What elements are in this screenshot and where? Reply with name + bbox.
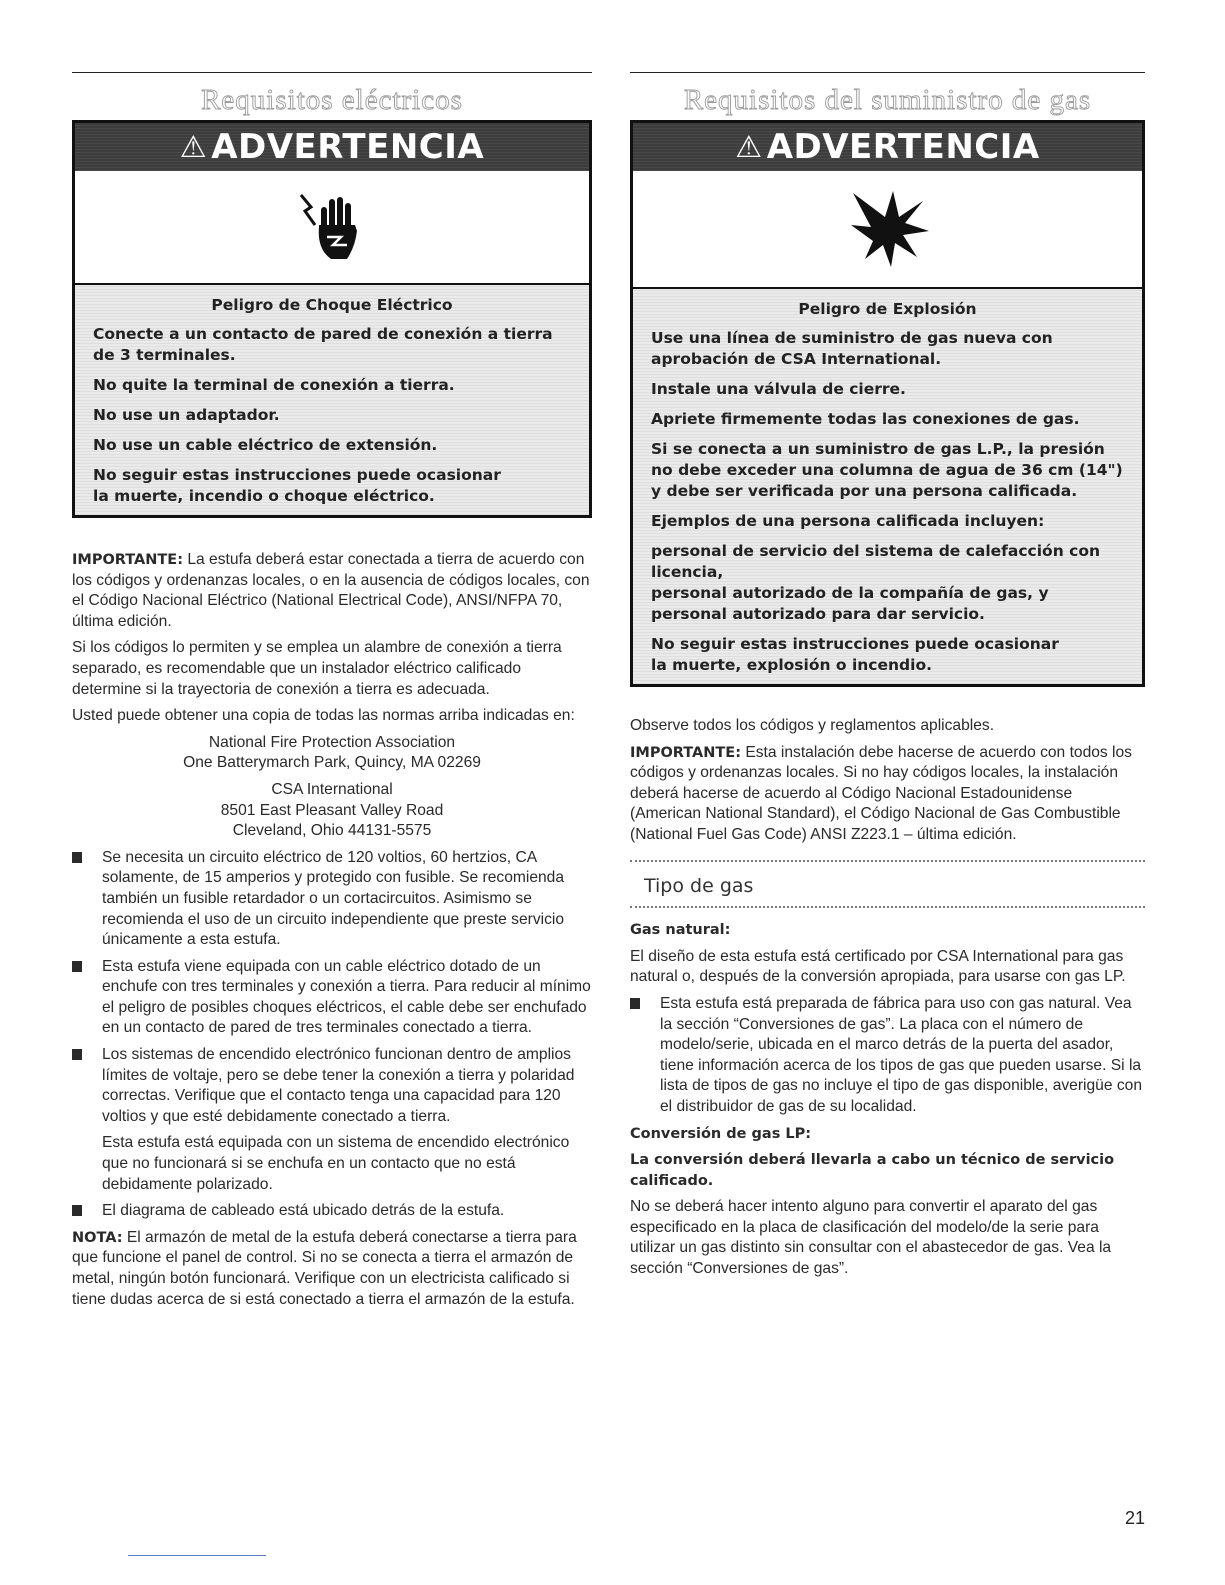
warning-line: Ejemplos de una persona calificada incluyen: <box>651 512 1045 530</box>
bullet-square-icon <box>72 852 82 863</box>
address-csa: CSA International 8501 East Pleasant Valley Road Cleveland, Ohio 44131-5575 <box>220 780 444 840</box>
top-rule <box>72 72 592 73</box>
explosion-icon <box>633 171 1142 289</box>
warning-header: ⚠ ADVERTENCIA <box>633 123 1142 171</box>
warning-line: No use un adaptador. <box>93 406 280 424</box>
section-title-gas: Requisitos del suministro de gas <box>683 84 1092 116</box>
warning-header: ⚠ ADVERTENCIA <box>75 123 589 171</box>
danger-title: Peligro de Choque Eléctrico <box>211 296 453 314</box>
list-item: Se necesita un circuito eléctrico de 120 voltios, 60 hertzios, CA solamente, de 15 amperios y protegido con fusible. Se recomienda también un fusible retardador o un cortacircuitos. Asimismo se recomienda el uso de un circuito independiente que preste servicio únicamente a esta estufa. <box>72 848 592 951</box>
warning-line: Instale una válvula de cierre. <box>651 380 906 398</box>
bullet-square-icon <box>72 961 82 972</box>
warning-line: Use una línea de suministro de gas nueva con aprobación de CSA International. <box>651 329 1053 368</box>
important-paragraph: IMPORTANTE: Esta instalación debe hacerse de acuerdo con todos los códigos y ordenanzas locales. Si no hay códigos locales, la instalación deberá hacerse de acuerdo al Código Nacional Estadounidense (American National Standard), el Código Nacional de Gas Combustible (National Fuel Gas Code) ANSI Z223.1 – última edición. <box>630 743 1132 843</box>
warning-line: Si se conecta a un suministro de gas L.P., la presión no debe exceder una columna de agua de 36 cm (14") y debe ser verificada por una persona calificada. <box>651 440 1123 500</box>
section-title-electrical: Requisitos eléctricos <box>201 84 463 116</box>
list-item-continuation: Esta estufa está equipada con un sistema de encendido electrónico que no funcionará si se enchufa en un contacto que no está debidamente polarizado. <box>102 1134 570 1193</box>
warning-body <box>75 285 589 515</box>
danger-title: Peligro de Explosión <box>798 300 977 318</box>
paragraph: Si los códigos lo permiten y se emplea un alambre de conexión a tierra separado, es recomendable que un instalador eléctrico calificado determine si la trayectoria de conexión a tierra es adecuada. <box>72 639 562 698</box>
gas-body-text <box>630 716 1145 1286</box>
warning-consequence: No seguir estas instrucciones puede ocasionar la muerte, explosión o incendio. <box>651 635 1059 674</box>
list-item: El diagrama de cableado está ubicado detrás de la estufa. <box>72 1201 592 1222</box>
list-item: Esta estufa está preparada de fábrica para uso con gas natural. Vea la sección “Conversiones de gas”. La placa con el número de modelo/serie, ubicada en el marco detrás de la puerta del asador, tiene información acerca de los tipos de gas que pueden usarse. Si la lista de tipos de gas no incluye el tipo de gas disponible, averigüe con el distribuidor de gas de su localidad. <box>630 994 1145 1118</box>
electrical-body-text <box>72 550 592 1316</box>
bullet-square-icon <box>72 1205 82 1216</box>
gas-warning-box <box>630 120 1145 687</box>
footer-line <box>128 1555 266 1556</box>
address-nfpa: National Fire Protection Association One Batterymarch Park, Quincy, MA 02269 <box>183 733 481 772</box>
warning-triangle-icon: ⚠ <box>179 129 208 165</box>
bullet-square-icon <box>630 998 640 1009</box>
natural-gas-label: Gas natural: <box>630 922 731 939</box>
list-item: Los sistemas de encendido electrónico funcionan dentro de amplios límites de voltaje, pero se debe tener la conexión a tierra y polaridad correctas. Verifique que el contacto tenga una capacidad para 120 voltios y que esté debidamente conectado a tierra. <box>72 1045 592 1127</box>
warning-triangle-icon: ⚠ <box>735 129 763 165</box>
warning-consequence: No seguir estas instrucciones puede ocasionar la muerte, incendio o choque eléctrico. <box>93 466 501 505</box>
paragraph: Usted puede obtener una copia de todas las normas arriba indicadas en: <box>72 707 575 725</box>
dotted-divider <box>630 906 1145 908</box>
electrical-warning-box <box>72 120 592 518</box>
warning-body <box>633 289 1142 684</box>
paragraph: No se deberá hacer intento alguno para convertir el aparato del gas especificado en la placa de clasificación del modelo/de la serie para utilizar un gas distinto sin consultar con el abastecedor de gas. Vea la sección “Conversiones de gas”. <box>630 1198 1112 1278</box>
list-item: Esta estufa viene equipada con un cable eléctrico dotado de un enchufe con tres terminales y conexión a tierra. Para reducir al mínimo el peligro de posibles choques eléctricos, el cable debe ser enchufado en un contacto de pared de tres terminales conectado a tierra. <box>72 957 592 1039</box>
lp-conversion-warning: La conversión deberá llevarla a cabo un técnico de servicio calificado. <box>630 1152 1115 1189</box>
electric-shock-hand-icon <box>75 171 589 285</box>
gas-type-heading: Tipo de gas <box>644 874 754 897</box>
warning-line: Conecte a un contacto de pared de conexión a tierra de 3 terminales. <box>93 325 553 364</box>
warning-line: No quite la terminal de conexión a tierra. <box>93 376 455 394</box>
paragraph: El diseño de esta estufa está certificado por CSA International para gas natural o, después de la conversión apropiada, para usarse con gas LP. <box>630 947 1126 986</box>
lp-conversion-label: Conversión de gas LP: <box>630 1125 812 1142</box>
nota-paragraph: NOTA: El armazón de metal de la estufa deberá conectarse a tierra para que funcione el panel de control. Si no se conecta a tierra el armazón de metal, ningún botón funcionará. Verifique con un electricista calificado si tiene dudas acerca de si está conectado a tierra el armazón de la estufa. <box>72 1228 577 1308</box>
warning-examples: personal de servicio del sistema de calefacción con licencia, personal autorizado de la compañía de gas, y personal autorizado para dar servicio. <box>651 542 1101 623</box>
important-paragraph: IMPORTANTE: La estufa deberá estar conectada a tierra de acuerdo con los códigos y ordenanzas locales, o en la ausencia de códigos locales, con el Código Nacional Eléctrico (National Electrical Code), ANSI/NFPA 70, última edición. <box>72 551 590 630</box>
warning-line: No use un cable eléctrico de extensión. <box>93 436 438 454</box>
warning-line: Apriete firmemente todas las conexiones de gas. <box>651 410 1080 428</box>
top-rule <box>630 72 1145 73</box>
bullet-square-icon <box>72 1049 82 1060</box>
page-number: 21 <box>1124 1508 1145 1528</box>
paragraph: Observe todos los códigos y reglamentos aplicables. <box>630 717 995 734</box>
